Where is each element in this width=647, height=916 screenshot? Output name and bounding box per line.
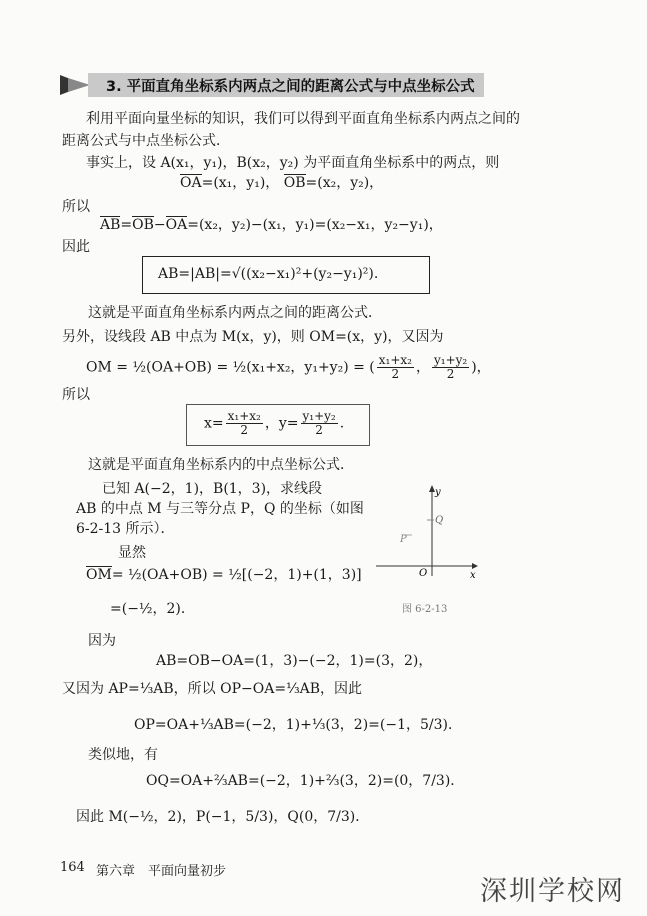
mid-x-label: x= [204, 415, 224, 432]
oq-calc: OQ=OA+⅔AB=(−2，1)+⅔(3，2)=(0，7/3)． [146, 773, 465, 789]
p-label: P [400, 534, 407, 545]
page-number: 164 [60, 860, 85, 875]
ab-expression: =(x₂，y₂)−(x₁，y₁)=(x₂−x₁，y₂−y₁)， [187, 217, 443, 233]
you-yinwei: 又因为 AP=⅓AB，所以 OP−OA=⅓AB，因此 [62, 681, 363, 697]
example-line-1: 已知 A(−2，1)，B(1，3)，求线段 [102, 481, 323, 497]
coordinate-figure [372, 480, 482, 580]
ab-calc: AB=OB−OA=(1，3)−(−2，1)=(3，2)， [156, 653, 433, 669]
y-axis-label: y [435, 487, 441, 498]
om-calc: = ½(OA+OB) = ½[(−2，1)+(1，3)] [111, 567, 362, 583]
midpoint-note: 这就是平面直角坐标系内的中点坐标公式． [88, 457, 354, 473]
fact-line: 事实上，设 A(x₁，y₁)，B(x₂，y₂) 为平面直角坐标系中的两点，则 [86, 155, 500, 171]
xianran: 显然 [118, 545, 146, 561]
midpoint-formula: x= $\frac{\text{x₁+x₂}}{2}$ ，y= $\frac{\text{y₁+y₂}}{2}$ . [204, 409, 345, 437]
x-axis-label: x [470, 570, 476, 580]
mid-y-label: ，y= [264, 415, 299, 432]
midpoint-intro: 另外，设线段 AB 中点为 M(x，y)，则 OM=(x，y)，又因为 [62, 329, 444, 345]
suoyi-2: 所以 [62, 387, 90, 403]
suoyi-1: 所以 [62, 199, 90, 215]
example-line-2: AB 的中点 M 与三等分点 P，Q 的坐标（如图 [76, 501, 364, 517]
example-line-3: 6-2-13 所示）． [76, 521, 175, 537]
intro-line-1: 利用平面向量坐标的知识，我们可以得到平面直角坐标系内两点之间的 [86, 111, 520, 127]
leisi: 类似地，有 [88, 747, 158, 763]
ob-value: =(x₂，y₂)， [305, 175, 384, 191]
watermark: 深圳学校网 [480, 876, 625, 907]
oa-value: =(x₁，y₁)， [201, 175, 280, 191]
op-calc: OP=OA+⅓AB=(−2，1)+⅓(3，2)=(−1，5/3)． [134, 717, 462, 733]
conclusion: 因此 M(−½，2)，P(−1，5/3)，Q(0，7/3)． [76, 809, 370, 825]
vec-ob: OB [283, 175, 306, 191]
om-expression-line: OM = ½(OA+OB) = ½(x₁+x₂，y₁+y₂) = ( $\frac{\text{x₁+x₂}}{2}$ ， $\frac{\text{y₁+y₂}}{2}$ )， [86, 353, 491, 381]
om-calc-line: OM= ½(OA+OB) = ½[(−2，1)+(1，3)] [86, 567, 362, 583]
distance-formula: AB=|AB|=√((x₂−x₁)²+(y₂−y₁)²). [158, 266, 379, 282]
ab-line: AB=OB−OA=(x₂，y₂)−(x₁，y₁)=(x₂−x₁，y₂−y₁)， [100, 217, 443, 233]
om-result: =(−½，2)． [110, 601, 195, 617]
section-title: 3. 平面直角坐标系内两点之间的距离公式与中点坐标公式 [106, 79, 475, 95]
oa-ob-line [180, 172, 383, 192]
q-label: Q [435, 515, 444, 526]
origin-label: O [419, 568, 428, 579]
yinwei: 因为 [88, 633, 116, 649]
intro-line-2: 距离公式与中点坐标公式． [62, 133, 230, 149]
yinci: 因此 [62, 239, 90, 255]
x-axis-arrow [472, 563, 478, 569]
section-header [58, 72, 475, 98]
figure-caption: 图 6-2-13 [402, 604, 448, 615]
vec-oa: OA [180, 175, 202, 191]
distance-note: 这就是平面直角坐标系内两点之间的距离公式． [88, 305, 382, 321]
om-expression: OM = ½(OA+OB) = ½(x₁+x₂，y₁+y₂) = ( [86, 359, 375, 376]
chapter-title: 第六章 平面向量初步 [96, 864, 227, 879]
